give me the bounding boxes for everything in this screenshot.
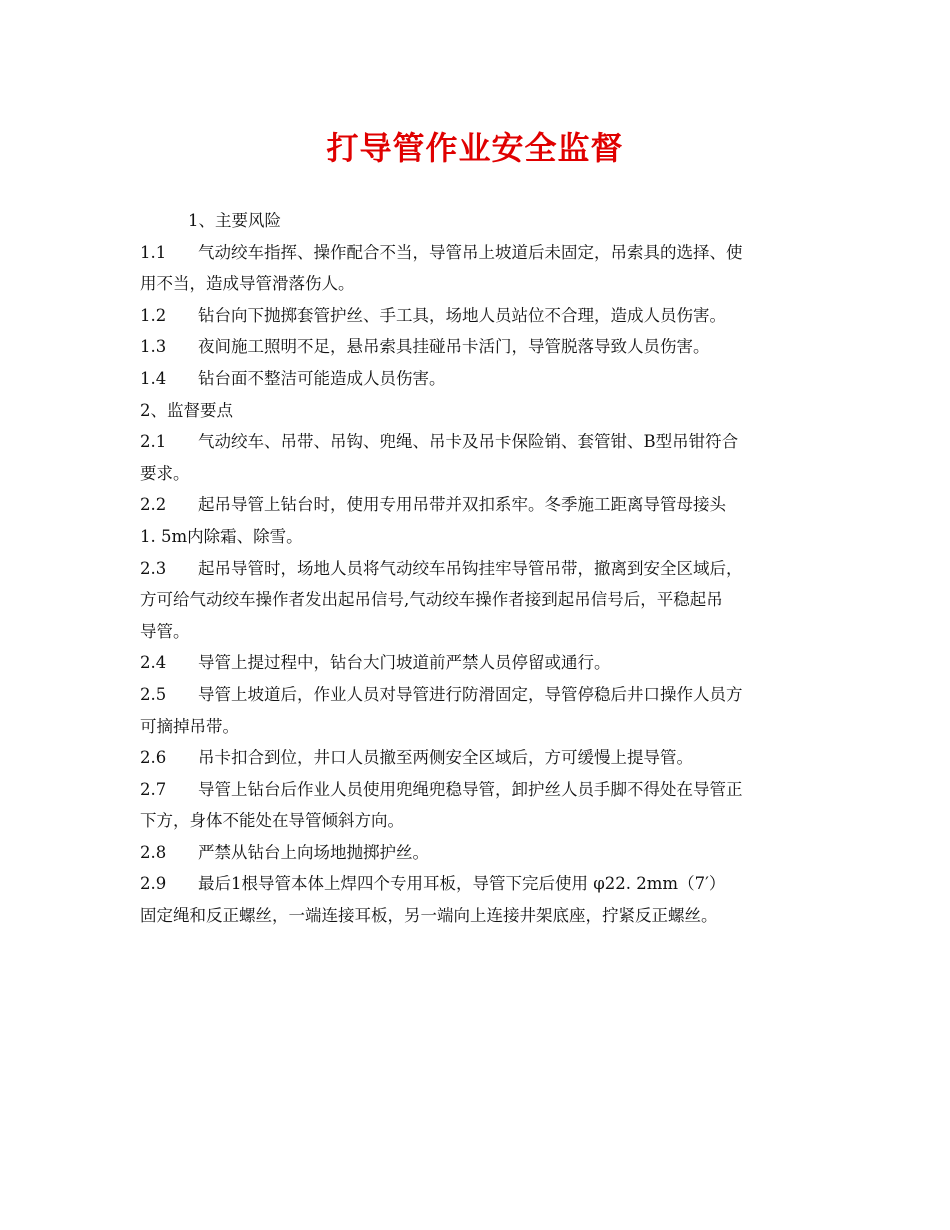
- item-number: 1.1: [140, 242, 167, 262]
- document-body: [140, 205, 812, 932]
- paragraph-line: [140, 868, 812, 900]
- item-number: 2.2: [140, 495, 167, 515]
- paragraph-line: [140, 553, 812, 585]
- line-text: 方可给气动绞车操作者发出起吊信号,气动绞车操作者接到起吊信号后，平稳起吊: [140, 590, 723, 610]
- item-number: 2.9: [140, 874, 167, 894]
- paragraph-line: [140, 521, 812, 553]
- line-text: 1. 5m内除霜、除雪。: [140, 526, 303, 546]
- line-text: 气动绞车指挥、操作配合不当，导管吊上坡道后未固定，吊索具的选择、使: [198, 242, 743, 262]
- line-text: 起吊导管时，场地人员将气动绞车吊钩挂牢导管吊带，撤离到安全区域后，: [198, 558, 743, 578]
- line-text: 用不当，造成导管滑落伤人。: [140, 274, 355, 294]
- paragraph-line: [140, 774, 812, 806]
- item-number: 2.5: [140, 684, 167, 704]
- line-text: 钻台向下抛掷套管护丝、手工具，场地人员站位不合理，造成人员伤害。: [198, 305, 726, 325]
- line-text: 严禁从钻台上向场地抛掷护丝。: [198, 842, 429, 862]
- line-text: 导管上坡道后，作业人员对导管进行防滑固定，导管停稳后井口操作人员方: [198, 684, 743, 704]
- line-text: 导管上钻台后作业人员使用兜绳兜稳导管，卸护丝人员手脚不得处在导管正: [198, 779, 743, 799]
- paragraph-line: [140, 237, 812, 269]
- line-text: 夜间施工照明不足，悬吊索具挂碰吊卡活门，导管脱落导致人员伤害。: [198, 337, 710, 357]
- paragraph-line: [140, 331, 812, 363]
- line-text: 1、主要风险: [188, 211, 281, 230]
- line-text: 可摘掉吊带。: [140, 716, 239, 736]
- paragraph-line: [140, 616, 812, 648]
- paragraph-line: [140, 395, 812, 427]
- item-number: 2.3: [140, 558, 167, 578]
- line-text: 吊卡扣合到位，井口人员撤至两侧安全区域后，方可缓慢上提导管。: [198, 748, 693, 768]
- paragraph-line: [140, 837, 812, 869]
- line-text: 最后1根导管本体上焊四个专用耳板，导管下完后使用 φ22. 2mm（7′）: [198, 874, 726, 894]
- line-text: 下方，身体不能处在导管倾斜方向。: [140, 811, 404, 831]
- paragraph-line: [140, 205, 812, 237]
- paragraph-line: [140, 268, 812, 300]
- item-number: 1.2: [140, 305, 167, 325]
- line-text: 起吊导管上钻台时，使用专用吊带并双扣系牢。冬季施工距离导管母接头: [198, 495, 726, 515]
- paragraph-line: [140, 426, 812, 458]
- line-text: 固定绳和反正螺丝，一端连接耳板，另一端向上连接井架底座，拧紧反正螺丝。: [140, 906, 718, 926]
- paragraph-line: [140, 458, 812, 490]
- paragraph-line: [140, 647, 812, 679]
- line-text: 气动绞车、吊带、吊钩、兜绳、吊卡及吊卡保险销、套管钳、B型吊钳符合: [198, 432, 739, 452]
- paragraph-line: [140, 489, 812, 521]
- item-number: 2.4: [140, 653, 167, 673]
- item-number: 2.7: [140, 779, 167, 799]
- line-text: 要求。: [140, 463, 190, 483]
- paragraph-line: [140, 300, 812, 332]
- paragraph-line: [140, 584, 812, 616]
- item-number: 2.8: [140, 842, 167, 862]
- line-text: 钻台面不整洁可能造成人员伤害。: [198, 368, 446, 388]
- paragraph-line: [140, 711, 812, 743]
- line-text: 2、监督要点: [140, 400, 233, 420]
- paragraph-line: [140, 805, 812, 837]
- paragraph-line: [140, 363, 812, 395]
- paragraph-line: [140, 679, 812, 711]
- line-text: 导管。: [140, 621, 190, 641]
- line-text: 导管上提过程中，钻台大门坡道前严禁人员停留或通行。: [198, 653, 611, 673]
- document-title: 打导管作业安全监督: [326, 129, 624, 167]
- paragraph-line: [140, 742, 812, 774]
- item-number: 2.6: [140, 748, 167, 768]
- item-number: 2.1: [140, 432, 167, 452]
- item-number: 1.4: [140, 368, 167, 388]
- paragraph-line: [140, 900, 812, 932]
- item-number: 1.3: [140, 337, 167, 357]
